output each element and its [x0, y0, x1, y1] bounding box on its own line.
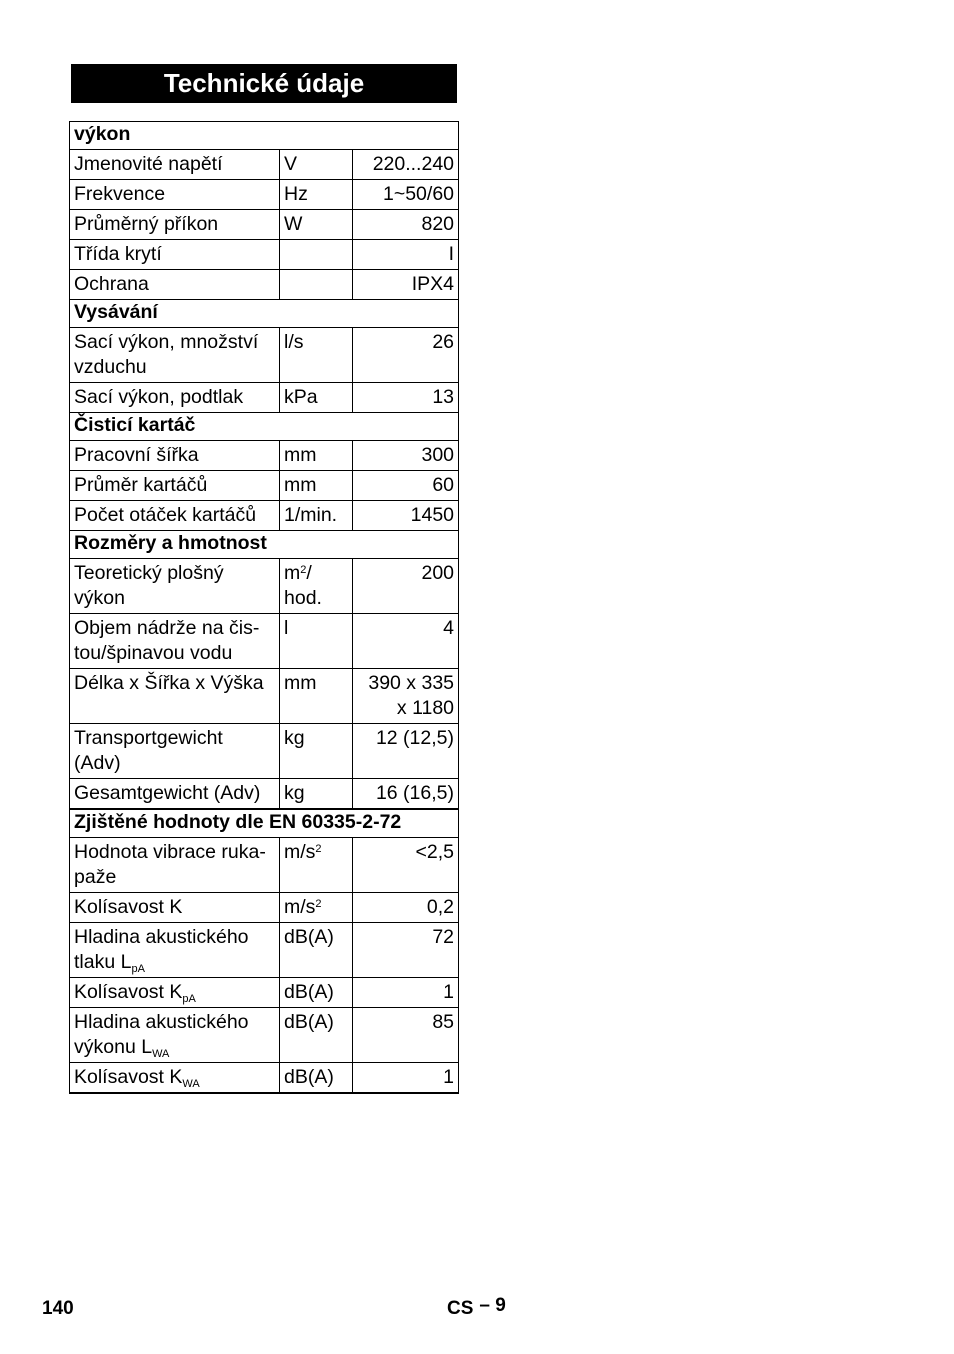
technical-data-table — [69, 121, 459, 1094]
name-line-2: vzduchu — [74, 356, 147, 378]
table-row — [70, 328, 459, 383]
parameter-value: 16 (16,5) — [353, 779, 459, 810]
name-base: Kolísavost K — [74, 981, 183, 1003]
table-row — [70, 923, 459, 978]
table-row — [70, 779, 459, 810]
name-line-2: tou/špinavou vodu — [74, 642, 233, 664]
unit-superscript: 2 — [315, 843, 322, 855]
table-row — [70, 501, 459, 531]
table-row — [70, 383, 459, 413]
parameter-name: Průměrný příkon — [70, 210, 280, 240]
parameter-value: 200 — [353, 559, 459, 614]
dash: – — [479, 1295, 490, 1316]
parameter-value: 1 — [353, 1063, 459, 1094]
parameter-value: 1~50/60 — [353, 180, 459, 210]
parameter-name — [70, 923, 280, 978]
unit-base: m/s — [284, 841, 316, 863]
table-row — [70, 270, 459, 300]
parameter-name: Gesamtgewicht (Adv) — [70, 779, 280, 810]
parameter-unit: 1/min. — [280, 501, 353, 531]
section-heading: Zjištěné hodnoty dle EN 60335-2-72 — [70, 809, 459, 838]
parameter-unit — [280, 270, 353, 300]
parameter-unit — [280, 893, 353, 923]
parameter-name — [70, 328, 280, 383]
name-line-2: (Adv) — [74, 752, 121, 774]
parameter-unit: dB(A) — [280, 978, 353, 1008]
name-line-2: paže — [74, 866, 117, 888]
name-line-1: Transportgewicht — [74, 727, 223, 749]
parameter-unit: l — [280, 614, 353, 669]
parameter-name: Průměr kartáčů — [70, 471, 280, 501]
name-line-1: Sací výkon, množství — [74, 331, 259, 353]
page-number: 140 — [42, 1298, 74, 1319]
parameter-unit: kPa — [280, 383, 353, 413]
parameter-unit: V — [280, 150, 353, 180]
parameter-value: IPX4 — [353, 270, 459, 300]
table-row — [70, 441, 459, 471]
parameter-value: 220...240 — [353, 150, 459, 180]
parameter-name: Počet otáček kartáčů — [70, 501, 280, 531]
section-heading: Čisticí kartáč — [70, 413, 459, 441]
unit-tail: / — [306, 562, 312, 584]
parameter-value — [353, 669, 459, 724]
name-line-2: výkon — [74, 587, 125, 609]
unit-line-2: hod. — [284, 587, 322, 609]
parameter-value: 1 — [353, 978, 459, 1008]
parameter-value: 300 — [353, 441, 459, 471]
table-row — [70, 838, 459, 893]
table-row — [70, 893, 459, 923]
parameter-value: 72 — [353, 923, 459, 978]
parameter-name: Délka x Šířka x Výška — [70, 669, 280, 724]
unit-base: m/s — [284, 896, 316, 918]
name-line-1: Hladina akustického — [74, 1011, 249, 1033]
parameter-value: 4 — [353, 614, 459, 669]
section-page-number: 9 — [495, 1295, 506, 1316]
parameter-unit: W — [280, 210, 353, 240]
parameter-unit: dB(A) — [280, 1008, 353, 1063]
name-line-1: Teoretický plošný — [74, 562, 224, 584]
parameter-name: Frekvence — [70, 180, 280, 210]
language-section-marker — [447, 1295, 506, 1320]
parameter-name: Třída krytí — [70, 240, 280, 270]
page-title: Technické údaje — [71, 64, 457, 103]
parameter-name: Pracovní šířka — [70, 441, 280, 471]
parameter-unit: mm — [280, 471, 353, 501]
value-line-2: x 1180 — [396, 697, 455, 719]
section-heading: Rozměry a hmotnost — [70, 531, 459, 559]
parameter-unit: kg — [280, 724, 353, 779]
parameter-unit: kg — [280, 779, 353, 810]
parameter-unit: mm — [280, 669, 353, 724]
name-subscript: pA — [131, 963, 145, 975]
table-row — [70, 724, 459, 779]
parameter-unit: dB(A) — [280, 1063, 353, 1094]
table-row — [70, 180, 459, 210]
parameter-name: Jmenovité napětí — [70, 150, 280, 180]
name-subscript: WA — [182, 1078, 200, 1090]
section-heading: Vysávání — [70, 300, 459, 328]
table-row — [70, 669, 459, 724]
table-row — [70, 240, 459, 270]
table-row — [70, 978, 459, 1008]
parameter-name — [70, 1063, 280, 1094]
table-row — [70, 614, 459, 669]
section-heading: výkon — [70, 122, 459, 150]
parameter-value: 60 — [353, 471, 459, 501]
parameter-unit — [280, 559, 353, 614]
name-line-2-base: tlaku L — [74, 951, 132, 973]
parameter-value: 1450 — [353, 501, 459, 531]
parameter-name — [70, 978, 280, 1008]
parameter-value: I — [353, 240, 459, 270]
parameter-name — [70, 614, 280, 669]
parameter-name — [70, 724, 280, 779]
parameter-unit: dB(A) — [280, 923, 353, 978]
name-line-2-base: výkonu L — [74, 1036, 153, 1058]
parameter-name: Ochrana — [70, 270, 280, 300]
name-line-1: Objem nádrže na čis- — [74, 617, 260, 639]
parameter-unit — [280, 240, 353, 270]
parameter-name — [70, 559, 280, 614]
name-subscript: pA — [182, 993, 196, 1005]
separator — [479, 1295, 505, 1316]
parameter-name: Sací výkon, podtlak — [70, 383, 280, 413]
section-header-measured-values — [70, 809, 459, 838]
parameter-unit: Hz — [280, 180, 353, 210]
table-row — [70, 1008, 459, 1063]
table-row — [70, 1063, 459, 1094]
section-header-dimensions-weight — [70, 531, 459, 559]
parameter-unit: l/s — [280, 328, 353, 383]
parameter-value: 820 — [353, 210, 459, 240]
value-line-1: 390 x 335 — [368, 672, 455, 694]
parameter-name — [70, 838, 280, 893]
unit-superscript: 2 — [300, 564, 307, 576]
parameter-unit — [280, 838, 353, 893]
parameter-value: 13 — [353, 383, 459, 413]
parameter-value: 85 — [353, 1008, 459, 1063]
table-row — [70, 471, 459, 501]
parameter-value: 0,2 — [353, 893, 459, 923]
parameter-name: Kolísavost K — [70, 893, 280, 923]
parameter-value: <2,5 — [353, 838, 459, 893]
parameter-value: 12 (12,5) — [353, 724, 459, 779]
language-code: CS — [447, 1298, 474, 1319]
table-row — [70, 210, 459, 240]
name-subscript: WA — [152, 1048, 170, 1060]
parameter-name — [70, 1008, 280, 1063]
section-header-vacuuming — [70, 300, 459, 328]
section-header-performance — [70, 122, 459, 150]
unit-superscript: 2 — [315, 898, 322, 910]
parameter-unit: mm — [280, 441, 353, 471]
table-row — [70, 150, 459, 180]
name-line-1: Hodnota vibrace ruka- — [74, 841, 266, 863]
name-base: Kolísavost K — [74, 1066, 183, 1088]
table-row — [70, 559, 459, 614]
name-line-1: Hladina akustického — [74, 926, 249, 948]
parameter-value: 26 — [353, 328, 459, 383]
unit-base: m — [284, 562, 301, 584]
section-header-cleaning-brush — [70, 413, 459, 441]
